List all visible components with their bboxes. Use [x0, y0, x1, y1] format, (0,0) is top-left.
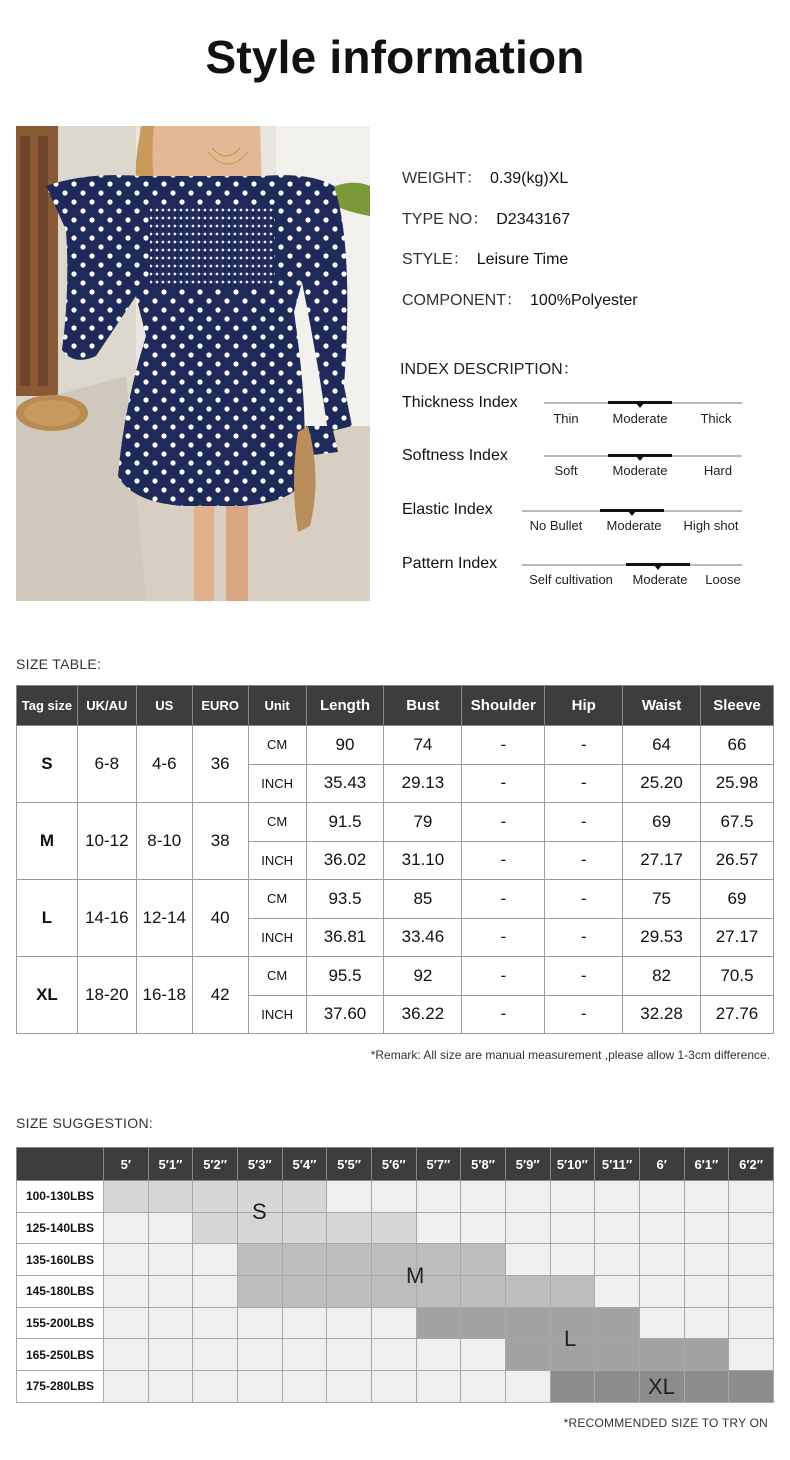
size-cell-empty [461, 1371, 506, 1403]
hip-cell: - [545, 880, 623, 919]
size-cell-l [684, 1339, 729, 1371]
page-title: Style information [205, 31, 585, 83]
size-cell-empty [461, 1181, 506, 1213]
size-cell-empty [371, 1181, 416, 1213]
weight-info [402, 165, 568, 188]
pattern-opt-loose: Loose [705, 572, 741, 587]
bust-cell: 29.13 [384, 764, 462, 803]
size-cell-m [282, 1276, 327, 1308]
height-header: 5′8″ [461, 1148, 506, 1181]
size-cell-empty [193, 1339, 238, 1371]
size-cell-empty [595, 1276, 640, 1308]
suggestion-row [17, 1307, 774, 1339]
size-cell-empty [639, 1307, 684, 1339]
size-cell-s [282, 1212, 327, 1244]
size-cell-empty [550, 1244, 595, 1276]
softness-index [0, 447, 790, 491]
size-cell-empty [327, 1307, 372, 1339]
size-cell-s [103, 1181, 148, 1213]
size-cell-empty [729, 1307, 774, 1339]
size-cell-empty [371, 1371, 416, 1403]
size-cell-m [461, 1244, 506, 1276]
size-cell-s [148, 1181, 193, 1213]
height-header: 5′4″ [282, 1148, 327, 1181]
softness-opt-hard: Hard [703, 463, 733, 478]
size-cell-m [327, 1244, 372, 1276]
sleeve-cell: 26.57 [701, 841, 774, 880]
table-row [17, 803, 774, 842]
size-cell-empty [237, 1339, 282, 1371]
size-cell-m [282, 1244, 327, 1276]
weight-label: 145-180LBS [17, 1276, 104, 1308]
size-cell-xl [595, 1371, 640, 1403]
size-cell-empty [729, 1339, 774, 1371]
size-table-label: SIZE TABLE: [16, 656, 102, 672]
component-value: 100%Polyester [530, 292, 638, 309]
size-cell-empty [505, 1244, 550, 1276]
size-cell-l [550, 1339, 595, 1371]
size-cell-empty [282, 1307, 327, 1339]
size-cell-empty [416, 1339, 461, 1371]
size-cell-empty [505, 1212, 550, 1244]
sleeve-cell: 27.76 [701, 995, 774, 1034]
unit-cell: CM [248, 803, 306, 842]
size-cell-empty [729, 1212, 774, 1244]
unit-cell: INCH [248, 918, 306, 957]
suggestion-row [17, 1212, 774, 1244]
shoulder-cell: - [462, 726, 545, 765]
header-waist: Waist [623, 686, 701, 726]
size-cell-empty [595, 1181, 640, 1213]
size-cell-m [550, 1276, 595, 1308]
size-cell-empty [327, 1371, 372, 1403]
size-cell-empty [193, 1307, 238, 1339]
weight-label: 125-140LBS [17, 1212, 104, 1244]
size-cell-empty [729, 1244, 774, 1276]
height-header: 5′1″ [148, 1148, 193, 1181]
waist-cell: 75 [623, 880, 701, 919]
size-cell-s [371, 1212, 416, 1244]
zone-label-l: L [564, 1326, 577, 1351]
size-cell-empty [595, 1212, 640, 1244]
type-label: TYPE NO： [402, 211, 489, 228]
header-sleeve: Sleeve [701, 686, 774, 726]
size-cell-empty [461, 1212, 506, 1244]
size-cell-m [416, 1276, 461, 1308]
length-cell: 91.5 [306, 803, 384, 842]
unit-cell: INCH [248, 995, 306, 1034]
style-value: Leisure Time [476, 251, 569, 268]
elastic-opt-moderate: Moderate [606, 518, 662, 533]
size-cell-xl [684, 1371, 729, 1403]
index-description-title: INDEX DESCRIPTION： [400, 361, 579, 378]
size-cell-empty [148, 1371, 193, 1403]
elastic-opt-high-shot: High shot [683, 518, 739, 533]
height-header: 6′ [639, 1148, 684, 1181]
elastic-opt-no-bullet: No Bullet [529, 518, 583, 533]
size-cell-empty [103, 1244, 148, 1276]
shoulder-cell: - [462, 880, 545, 919]
length-cell: 35.43 [306, 764, 384, 803]
size-cell-xl [639, 1371, 684, 1403]
size-cell-s [237, 1212, 282, 1244]
shoulder-cell: - [462, 995, 545, 1034]
size-cell-empty [505, 1181, 550, 1213]
weight-label: 175-280LBS [17, 1371, 104, 1403]
header-unit: Unit [248, 686, 306, 726]
size-cell-empty [103, 1371, 148, 1403]
uk-cell: 6-8 [77, 726, 136, 803]
zone-label-m: M [406, 1263, 425, 1288]
height-header: 5′5″ [327, 1148, 372, 1181]
unit-cell: INCH [248, 764, 306, 803]
component-info [402, 287, 638, 310]
header-us: US [136, 686, 192, 726]
size-cell-m [237, 1276, 282, 1308]
height-header: 5′ [103, 1148, 148, 1181]
weight-value: 0.39(kg)XL [490, 170, 569, 187]
length-cell: 37.60 [306, 995, 384, 1034]
size-cell-empty [416, 1371, 461, 1403]
waist-cell: 27.17 [623, 841, 701, 880]
size-cell-empty [505, 1371, 550, 1403]
suggestion-row [17, 1244, 774, 1276]
table-row [17, 726, 774, 765]
hip-cell: - [545, 803, 623, 842]
height-header: 5′6″ [371, 1148, 416, 1181]
bust-cell: 36.22 [384, 995, 462, 1034]
us-cell: 8-10 [136, 803, 192, 880]
unit-cell: INCH [248, 841, 306, 880]
tag-size-cell: L [17, 880, 78, 957]
size-cell-empty [461, 1339, 506, 1371]
size-cell-l [416, 1307, 461, 1339]
size-cell-m [371, 1244, 416, 1276]
elastic-index [0, 501, 790, 545]
length-cell: 36.02 [306, 841, 384, 880]
size-cell-empty [595, 1244, 640, 1276]
bust-cell: 92 [384, 957, 462, 996]
size-cell-s [282, 1181, 327, 1213]
hip-cell: - [545, 918, 623, 957]
length-cell: 36.81 [306, 918, 384, 957]
size-table-header [17, 686, 774, 726]
table-row [17, 880, 774, 919]
size-cell-empty [639, 1212, 684, 1244]
size-cell-empty [684, 1244, 729, 1276]
size-cell-empty [684, 1181, 729, 1213]
sleeve-cell: 67.5 [701, 803, 774, 842]
waist-cell: 32.28 [623, 995, 701, 1034]
sleeve-cell: 69 [701, 880, 774, 919]
size-cell-s [193, 1181, 238, 1213]
size-remark: *Remark: All size are manual measurement ,please allow 1-3cm difference. [370, 1048, 770, 1062]
sleeve-cell: 66 [701, 726, 774, 765]
thickness-marker [608, 401, 672, 404]
size-cell-empty [416, 1181, 461, 1213]
size-cell-empty [684, 1212, 729, 1244]
size-cell-empty [282, 1371, 327, 1403]
unit-cell: CM [248, 957, 306, 996]
height-header: 6′2″ [729, 1148, 774, 1181]
waist-cell: 29.53 [623, 918, 701, 957]
header-shoulder: Shoulder [462, 686, 545, 726]
us-cell: 4-6 [136, 726, 192, 803]
bust-cell: 33.46 [384, 918, 462, 957]
size-cell-m [416, 1244, 461, 1276]
height-header: 5′9″ [505, 1148, 550, 1181]
sleeve-cell: 70.5 [701, 957, 774, 996]
size-cell-empty [416, 1212, 461, 1244]
tag-size-cell: M [17, 803, 78, 880]
size-cell-l [505, 1307, 550, 1339]
waist-cell: 25.20 [623, 764, 701, 803]
height-header: 5′2″ [193, 1148, 238, 1181]
zone-label-s: S [252, 1199, 267, 1224]
pattern-index [0, 555, 790, 599]
size-cell-m [327, 1276, 372, 1308]
size-cell-empty [103, 1339, 148, 1371]
size-cell-empty [371, 1307, 416, 1339]
size-cell-empty [103, 1212, 148, 1244]
size-cell-xl [550, 1371, 595, 1403]
suggestion-row [17, 1371, 774, 1403]
size-cell-empty [371, 1339, 416, 1371]
size-cell-empty [148, 1244, 193, 1276]
length-cell: 90 [306, 726, 384, 765]
size-cell-xl [729, 1371, 774, 1403]
thickness-opt-moderate: Moderate [612, 411, 668, 426]
size-cell-empty [237, 1307, 282, 1339]
size-cell-empty [148, 1212, 193, 1244]
size-cell-empty [148, 1307, 193, 1339]
zone-label-xl: XL [648, 1374, 675, 1399]
thickness-index-name: Thickness Index [402, 394, 518, 411]
table-row [17, 957, 774, 996]
length-cell: 93.5 [306, 880, 384, 919]
height-header: 5′10″ [550, 1148, 595, 1181]
thickness-opt-thin: Thin [553, 411, 579, 426]
size-cell-m [461, 1276, 506, 1308]
size-cell-empty [550, 1181, 595, 1213]
suggestion-row [17, 1181, 774, 1213]
elastic-marker [600, 509, 664, 512]
size-cell-empty [282, 1339, 327, 1371]
suggestion-row [17, 1276, 774, 1308]
weight-label: WEIGHT： [402, 170, 482, 187]
size-cell-empty [327, 1339, 372, 1371]
height-header: 5′7″ [416, 1148, 461, 1181]
waist-cell: 69 [623, 803, 701, 842]
hip-cell: - [545, 995, 623, 1034]
size-cell-empty [729, 1276, 774, 1308]
size-cell-empty [639, 1276, 684, 1308]
waist-cell: 64 [623, 726, 701, 765]
size-cell-l [639, 1339, 684, 1371]
size-cell-s [237, 1181, 282, 1213]
type-info [402, 206, 570, 229]
bust-cell: 74 [384, 726, 462, 765]
height-header: 6′1″ [684, 1148, 729, 1181]
uk-cell: 18-20 [77, 957, 136, 1034]
size-cell-empty [193, 1371, 238, 1403]
style-info [402, 246, 568, 269]
size-cell-l [550, 1307, 595, 1339]
size-cell-m [237, 1244, 282, 1276]
header-euro: EURO [192, 686, 248, 726]
thickness-opt-thick: Thick [700, 411, 732, 426]
uk-cell: 14-16 [77, 880, 136, 957]
size-cell-l [595, 1307, 640, 1339]
header-corner [17, 1148, 104, 1181]
hip-cell: - [545, 841, 623, 880]
size-cell-s [327, 1212, 372, 1244]
header-tag-size: Tag size [17, 686, 78, 726]
suggestion-row [17, 1339, 774, 1371]
euro-cell: 42 [192, 957, 248, 1034]
softness-index-name: Softness Index [402, 447, 508, 464]
size-cell-empty [684, 1307, 729, 1339]
sleeve-cell: 27.17 [701, 918, 774, 957]
size-cell-empty [684, 1276, 729, 1308]
us-cell: 16-18 [136, 957, 192, 1034]
euro-cell: 40 [192, 880, 248, 957]
length-cell: 95.5 [306, 957, 384, 996]
pattern-opt-self-cultivation: Self cultivation [529, 572, 613, 587]
size-cell-empty [327, 1181, 372, 1213]
size-suggestion-table [16, 1147, 774, 1403]
shoulder-cell: - [462, 764, 545, 803]
hip-cell: - [545, 726, 623, 765]
type-value: D2343167 [496, 211, 571, 228]
size-cell-l [595, 1339, 640, 1371]
pattern-marker [626, 563, 690, 566]
thickness-index [0, 394, 790, 438]
unit-cell: CM [248, 880, 306, 919]
size-cell-empty [550, 1212, 595, 1244]
weight-label: 155-200LBS [17, 1307, 104, 1339]
size-cell-empty [193, 1244, 238, 1276]
euro-cell: 36 [192, 726, 248, 803]
tag-size-cell: S [17, 726, 78, 803]
size-cell-empty [103, 1307, 148, 1339]
hip-cell: - [545, 764, 623, 803]
size-cell-empty [148, 1276, 193, 1308]
shoulder-cell: - [462, 841, 545, 880]
sleeve-cell: 25.98 [701, 764, 774, 803]
waist-cell: 82 [623, 957, 701, 996]
bust-cell: 85 [384, 880, 462, 919]
elastic-index-name: Elastic Index [402, 501, 493, 518]
weight-label: 165-250LBS [17, 1339, 104, 1371]
weight-label: 135-160LBS [17, 1244, 104, 1276]
softness-opt-moderate: Moderate [612, 463, 668, 478]
tag-size-cell: XL [17, 957, 78, 1034]
size-cell-m [371, 1276, 416, 1308]
pattern-opt-moderate: Moderate [632, 572, 688, 587]
height-header: 5′3″ [237, 1148, 282, 1181]
size-cell-empty [193, 1276, 238, 1308]
shoulder-cell: - [462, 803, 545, 842]
size-cell-empty [729, 1181, 774, 1213]
size-cell-empty [237, 1371, 282, 1403]
size-cell-l [505, 1339, 550, 1371]
height-header: 5′11″ [595, 1148, 640, 1181]
bust-cell: 31.10 [384, 841, 462, 880]
bust-cell: 79 [384, 803, 462, 842]
pattern-index-name: Pattern Index [402, 555, 498, 572]
size-cell-l [461, 1307, 506, 1339]
euro-cell: 38 [192, 803, 248, 880]
style-label: STYLE： [402, 251, 469, 268]
shoulder-cell: - [462, 918, 545, 957]
suggestion-header [17, 1148, 774, 1181]
us-cell: 12-14 [136, 880, 192, 957]
size-cell-empty [639, 1181, 684, 1213]
header-bust: Bust [384, 686, 462, 726]
size-table [16, 685, 774, 1034]
header-uk-au: UK/AU [77, 686, 136, 726]
weight-label: 100-130LBS [17, 1181, 104, 1213]
size-cell-m [505, 1276, 550, 1308]
shoulder-cell: - [462, 957, 545, 996]
size-cell-empty [148, 1339, 193, 1371]
size-cell-empty [639, 1244, 684, 1276]
unit-cell: CM [248, 726, 306, 765]
softness-marker [608, 454, 672, 457]
uk-cell: 10-12 [77, 803, 136, 880]
header-length: Length [306, 686, 384, 726]
component-label: COMPONENT： [402, 292, 523, 309]
recommended-note: *RECOMMENDED SIZE TO TRY ON [563, 1416, 768, 1430]
size-cell-empty [103, 1276, 148, 1308]
header-hip: Hip [545, 686, 623, 726]
size-cell-s [193, 1212, 238, 1244]
size-suggestion-label: SIZE SUGGESTION: [16, 1115, 154, 1131]
softness-opt-soft: Soft [554, 463, 578, 478]
hip-cell: - [545, 957, 623, 996]
